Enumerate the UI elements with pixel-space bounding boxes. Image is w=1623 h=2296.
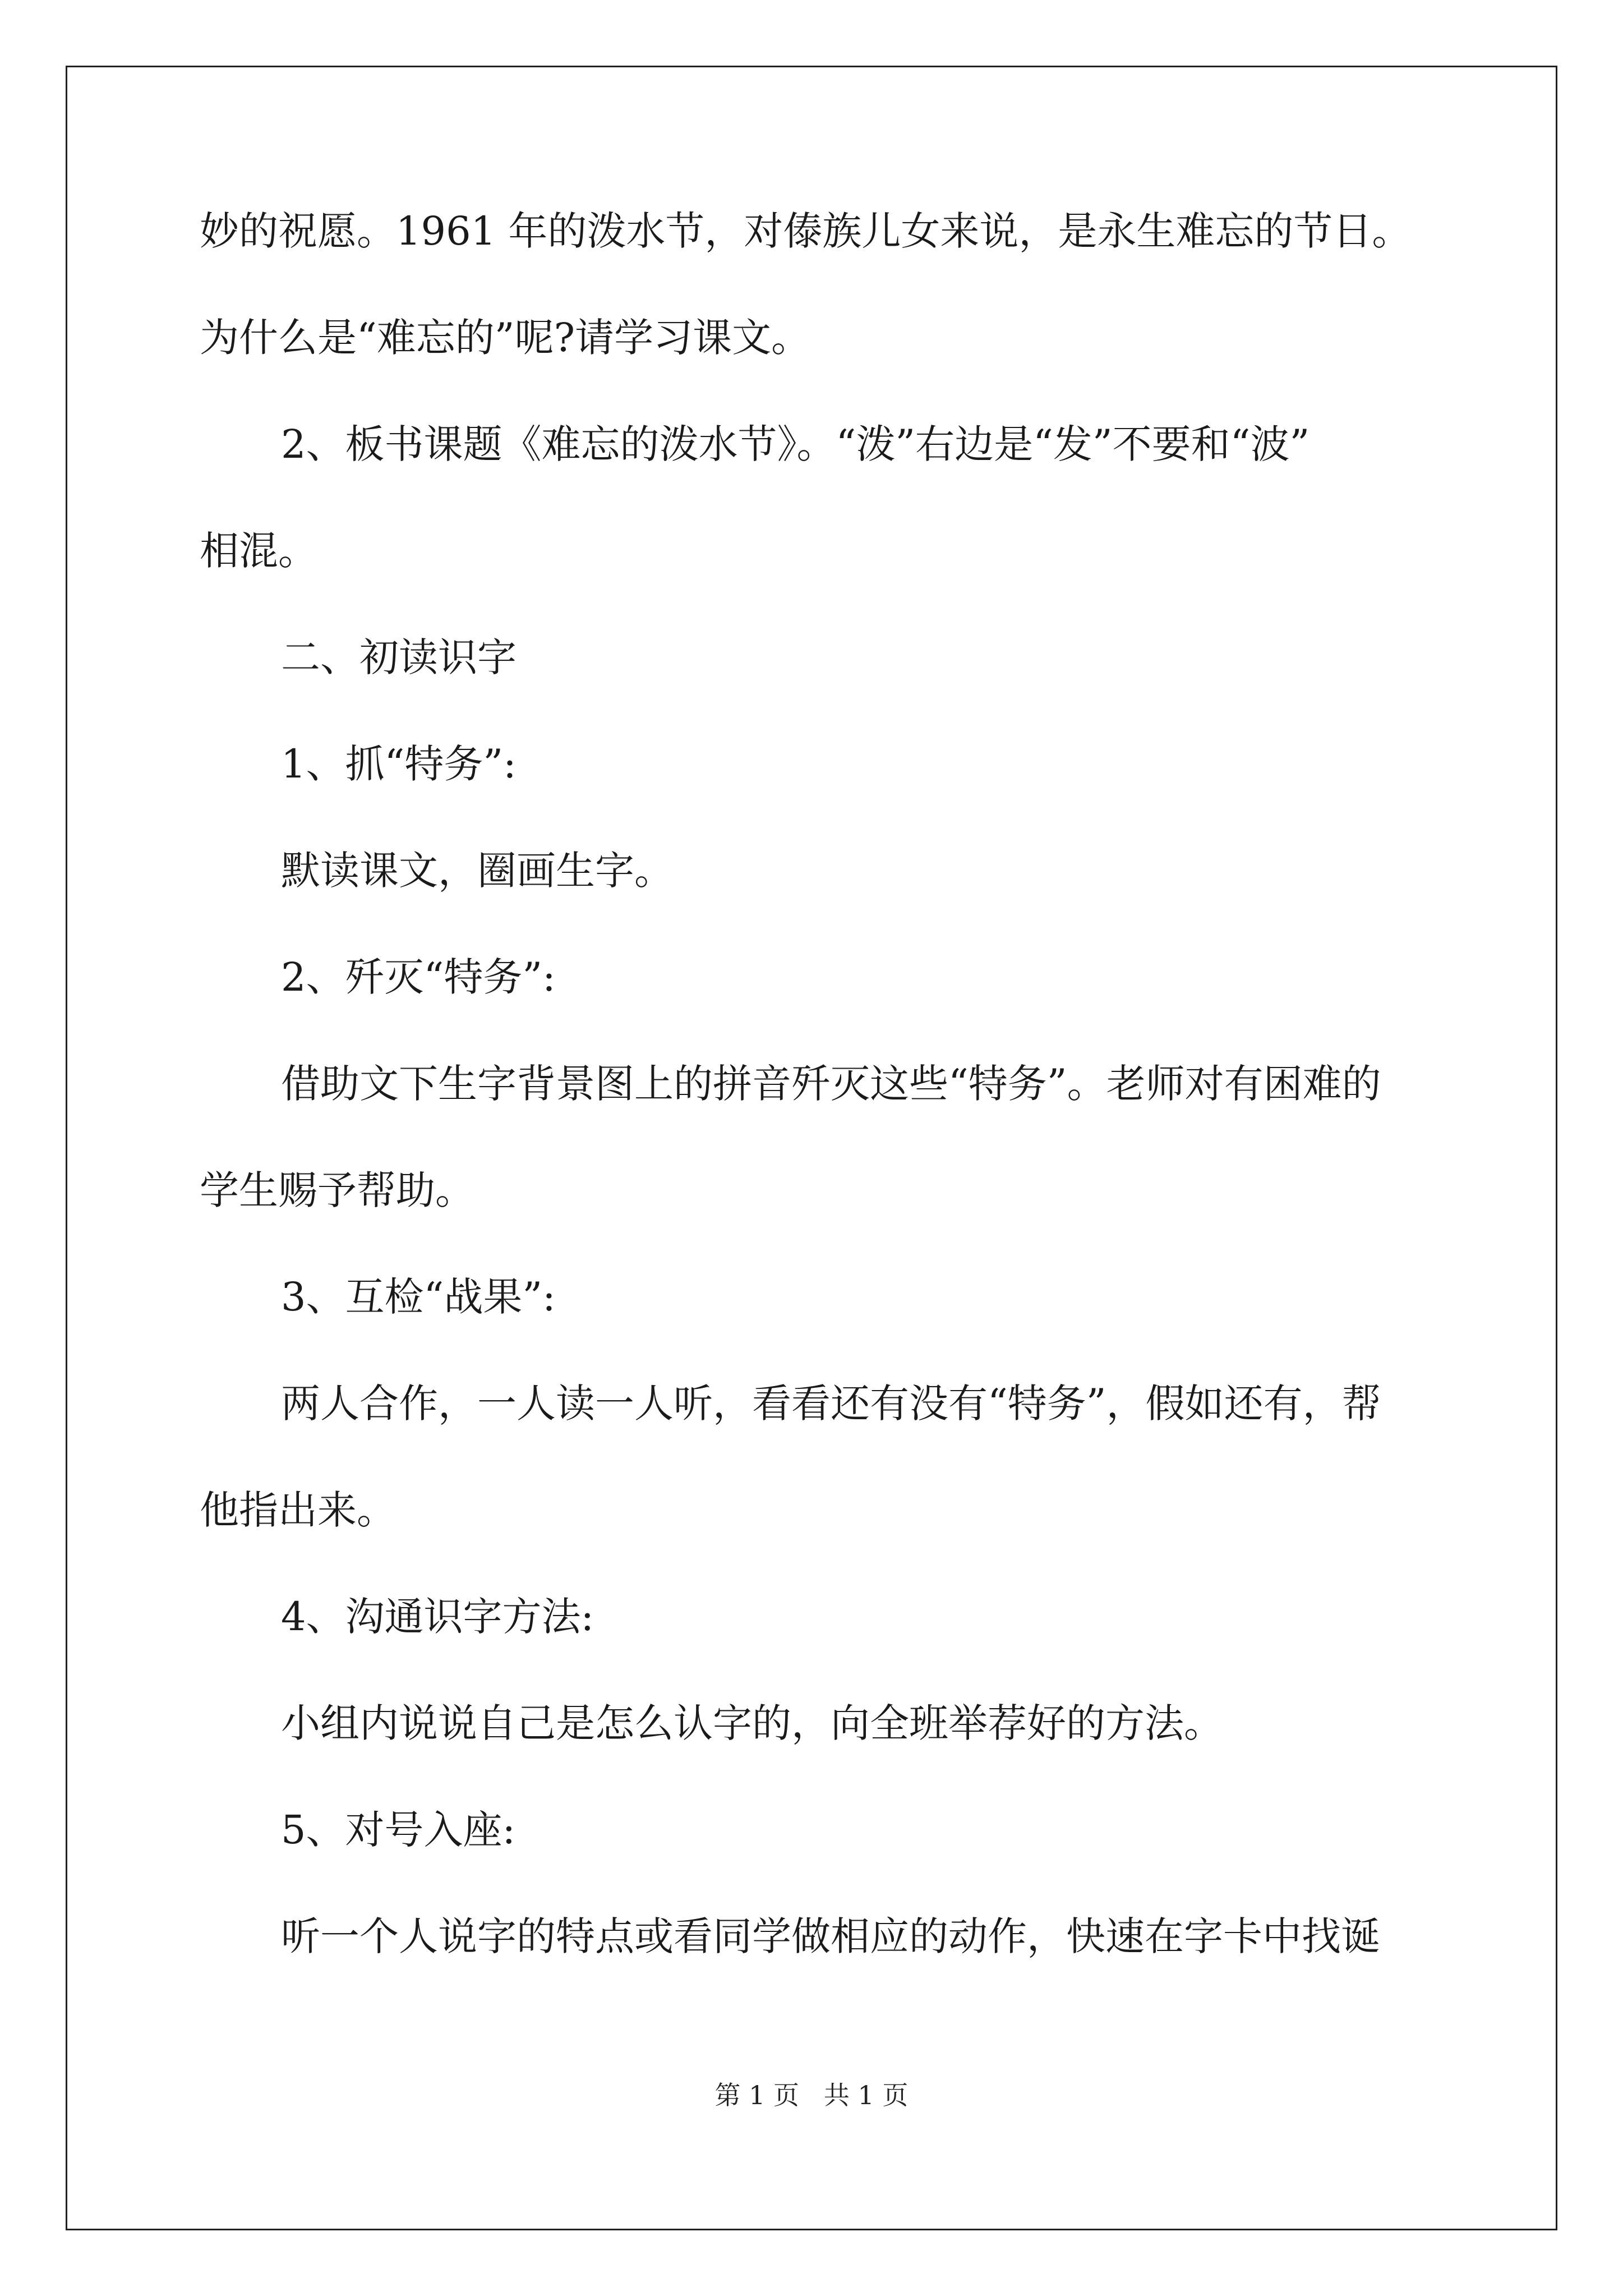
step-heading-5: 5、对号入座:: [281, 1807, 516, 1853]
text-line-10: 学生赐予帮助。: [200, 1167, 474, 1213]
text-line-1: 妙的祝愿。1961 年的泼水节，对傣族儿女来说，是永生难忘的节日。: [200, 208, 1412, 254]
section-heading: 二、初读识字: [281, 634, 517, 680]
page-number-footer: 第 1 页 共 1 页: [714, 2080, 909, 2110]
text-line-13: 他指出来。: [200, 1487, 396, 1533]
document-body: [200, 197, 1433, 2009]
step-heading-3: 3、互检“战果”:: [281, 1274, 556, 1320]
step-heading-2: 2、歼灭“特务”:: [281, 954, 556, 1000]
text-line-9: 借助文下生字背景图上的拼音歼灭这些“特务”。老师对有困难的: [281, 1061, 1381, 1107]
text-line-4: 相混。: [200, 528, 317, 574]
text-line-15: 小组内说说自己是怎么认字的，向全班举荐好的方法。: [281, 1700, 1223, 1746]
text-line-17: 听一个人说字的特点或看同学做相应的动作，快速在字卡中找诞: [281, 1913, 1380, 1959]
step-heading-4: 4、沟通识字方法:: [281, 1594, 594, 1640]
text-line-3: 2、板书课题《难忘的泼水节》。“泼”右边是“发”不要和“波”: [281, 421, 1310, 467]
text-line-2: 为什么是“难忘的”呢?请学习课文。: [200, 315, 811, 361]
text-line-12: 两人合作，一人读一人听，看看还有没有“特务”，假如还有，帮: [281, 1381, 1381, 1427]
text-line-7: 默读课文，圈画生字。: [281, 848, 674, 894]
step-heading-1: 1、抓“特务”:: [281, 741, 517, 787]
